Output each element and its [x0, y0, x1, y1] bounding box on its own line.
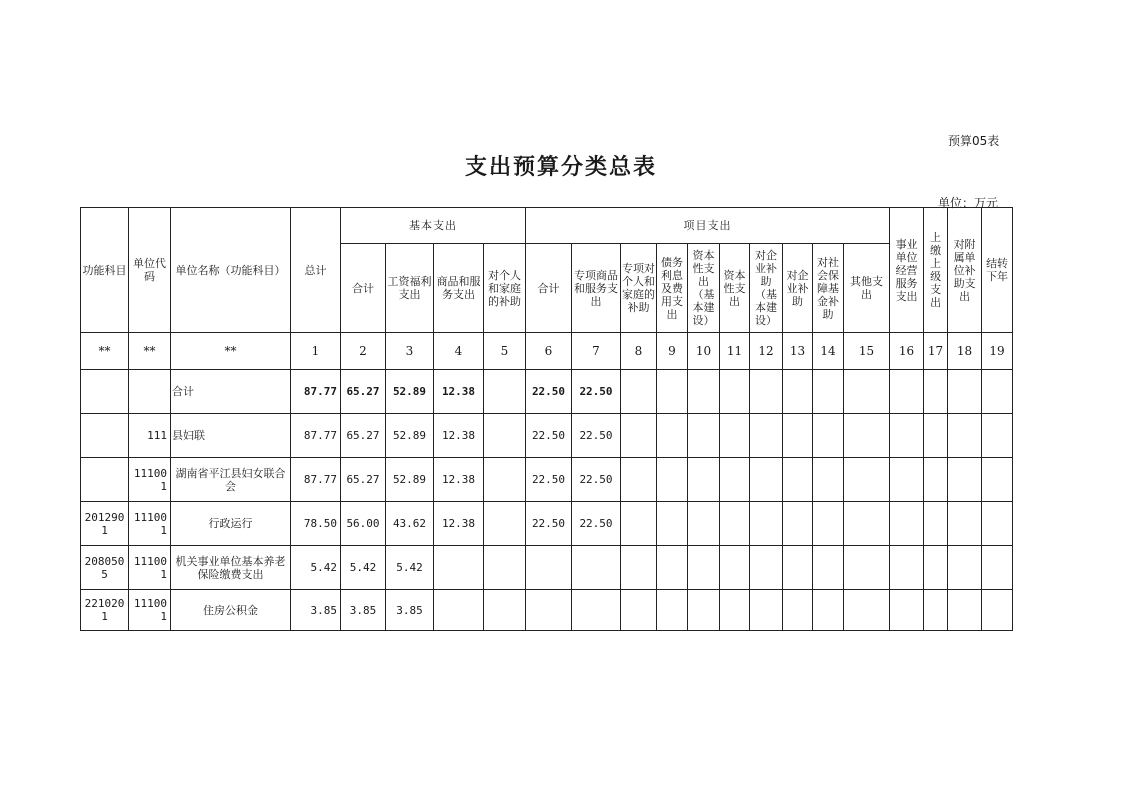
cell-empty — [890, 502, 924, 546]
cell-basic-sum: 3.85 — [341, 590, 386, 631]
cell-project-goods — [572, 546, 621, 590]
header-project-goods: 专项商品和服务支出 — [572, 244, 621, 333]
header-basic-sum: 合计 — [341, 244, 386, 333]
table-row — [81, 502, 1013, 546]
cell-project-sum: 22.50 — [526, 370, 572, 414]
index-cell: 3 — [386, 333, 434, 370]
index-cell: 15 — [844, 333, 890, 370]
cell-empty — [890, 458, 924, 502]
cell-empty — [750, 502, 783, 546]
budget-table — [80, 207, 1013, 631]
cell-empty — [750, 458, 783, 502]
header-project-other: 其他支出 — [844, 244, 890, 333]
index-cell: 2 — [341, 333, 386, 370]
cell-basic-goods: 12.38 — [434, 458, 484, 502]
cell-empty — [813, 590, 844, 631]
header-basic-wage: 工资福利支出 — [386, 244, 434, 333]
index-cell: 10 — [688, 333, 720, 370]
cell-empty — [720, 546, 750, 590]
header-total: 总计 — [291, 208, 341, 333]
header-biz: 事业单位经营服务支出 — [890, 208, 924, 333]
cell-empty — [688, 458, 720, 502]
cell-empty — [657, 458, 688, 502]
cell-empty — [844, 590, 890, 631]
cell-func: 2012901 — [81, 502, 129, 546]
index-cell: ** — [81, 333, 129, 370]
cell-basic-sum: 65.27 — [341, 458, 386, 502]
page-title: 支出预算分类总表 — [464, 154, 657, 180]
cell-name: 湖南省平江县妇女联合会 — [171, 458, 291, 502]
cell-basic-goods — [434, 546, 484, 590]
unit-label: 单位：万元 — [938, 196, 999, 210]
cell-code: 111001 — [129, 502, 171, 546]
header-row-1 — [81, 208, 1013, 244]
cell-empty — [750, 370, 783, 414]
header-func: 功能科目 — [81, 208, 129, 333]
cell-empty — [844, 458, 890, 502]
cell-empty — [948, 502, 982, 546]
cell-empty — [657, 414, 688, 458]
cell-basic-wage: 3.85 — [386, 590, 434, 631]
cell-empty — [750, 590, 783, 631]
index-row — [81, 333, 1013, 370]
header-project-social: 对社会保障基金补助 — [813, 244, 844, 333]
cell-total: 87.77 — [291, 370, 341, 414]
cell-project-goods: 22.50 — [572, 370, 621, 414]
cell-total: 3.85 — [291, 590, 341, 631]
cell-empty — [924, 458, 948, 502]
cell-empty — [657, 546, 688, 590]
header-project-ent: 对企业补助 — [783, 244, 813, 333]
header-upper: 上缴上级支出 — [924, 208, 948, 333]
index-cell: ** — [129, 333, 171, 370]
cell-empty — [813, 414, 844, 458]
cell-empty — [844, 414, 890, 458]
cell-basic-subsidy — [484, 546, 526, 590]
cell-project-goods: 22.50 — [572, 458, 621, 502]
cell-empty — [720, 414, 750, 458]
cell-func: 2210201 — [81, 590, 129, 631]
header-basic-goods: 商品和服务支出 — [434, 244, 484, 333]
cell-empty — [657, 502, 688, 546]
cell-basic-wage: 43.62 — [386, 502, 434, 546]
cell-code: 111001 — [129, 546, 171, 590]
cell-empty — [783, 546, 813, 590]
cell-basic-wage: 52.89 — [386, 414, 434, 458]
cell-name: 机关事业单位基本养老保险缴费支出 — [171, 546, 291, 590]
cell-basic-goods: 12.38 — [434, 414, 484, 458]
cell-name: 住房公积金 — [171, 590, 291, 631]
cell-empty — [890, 370, 924, 414]
cell-basic-subsidy — [484, 502, 526, 546]
cell-empty — [890, 590, 924, 631]
cell-empty — [720, 458, 750, 502]
cell-empty — [813, 546, 844, 590]
header-basic-subsidy: 对个人和家庭的补助 — [484, 244, 526, 333]
cell-name: 合计 — [171, 370, 291, 414]
index-cell: 5 — [484, 333, 526, 370]
cell-empty — [750, 414, 783, 458]
form-number: 预算05表 — [948, 134, 1000, 148]
cell-code: 111 — [129, 414, 171, 458]
cell-empty — [844, 370, 890, 414]
cell-func — [81, 458, 129, 502]
index-cell: 4 — [434, 333, 484, 370]
index-cell: 18 — [948, 333, 982, 370]
index-cell: 9 — [657, 333, 688, 370]
cell-empty — [688, 502, 720, 546]
cell-basic-sum: 56.00 — [341, 502, 386, 546]
cell-empty — [924, 546, 948, 590]
cell-basic-subsidy — [484, 590, 526, 631]
cell-empty — [948, 458, 982, 502]
cell-empty — [982, 458, 1013, 502]
cell-empty — [844, 502, 890, 546]
cell-empty — [688, 546, 720, 590]
cell-empty — [783, 590, 813, 631]
cell-empty — [688, 590, 720, 631]
cell-basic-wage: 52.89 — [386, 458, 434, 502]
cell-empty — [813, 502, 844, 546]
cell-empty — [813, 458, 844, 502]
table-row — [81, 590, 1013, 631]
cell-empty — [783, 502, 813, 546]
cell-empty — [657, 370, 688, 414]
index-cell: 17 — [924, 333, 948, 370]
cell-basic-goods — [434, 590, 484, 631]
cell-basic-wage: 5.42 — [386, 546, 434, 590]
index-cell: 13 — [783, 333, 813, 370]
cell-empty — [844, 546, 890, 590]
cell-project-goods — [572, 590, 621, 631]
header-project-subsidy: 专项对个人和家庭的补助 — [621, 244, 657, 333]
cell-empty — [982, 590, 1013, 631]
cell-project-goods: 22.50 — [572, 414, 621, 458]
cell-empty — [982, 370, 1013, 414]
cell-empty — [982, 502, 1013, 546]
cell-empty — [657, 590, 688, 631]
cell-basic-goods: 12.38 — [434, 370, 484, 414]
cell-code: 111001 — [129, 458, 171, 502]
cell-empty — [982, 546, 1013, 590]
cell-project-sum: 22.50 — [526, 414, 572, 458]
cell-empty — [750, 546, 783, 590]
header-project-capital-build: 资本性支出（基本建设） — [688, 244, 720, 333]
header-affil: 对附属单位补助支出 — [948, 208, 982, 333]
cell-total: 87.77 — [291, 458, 341, 502]
cell-empty — [948, 546, 982, 590]
header-project-sum: 合计 — [526, 244, 572, 333]
cell-empty — [890, 546, 924, 590]
cell-empty — [621, 590, 657, 631]
index-cell: 1 — [291, 333, 341, 370]
table-row — [81, 458, 1013, 502]
cell-project-goods: 22.50 — [572, 502, 621, 546]
cell-empty — [924, 414, 948, 458]
cell-empty — [621, 546, 657, 590]
header-name: 单位名称（功能科目） — [171, 208, 291, 333]
table-row — [81, 546, 1013, 590]
index-cell: 14 — [813, 333, 844, 370]
cell-empty — [948, 590, 982, 631]
cell-empty — [720, 590, 750, 631]
table-row — [81, 370, 1013, 414]
cell-basic-goods: 12.38 — [434, 502, 484, 546]
cell-empty — [688, 414, 720, 458]
cell-empty — [621, 502, 657, 546]
cell-empty — [924, 590, 948, 631]
cell-func: 2080505 — [81, 546, 129, 590]
cell-empty — [948, 414, 982, 458]
header-project-ent-build: 对企业补助（基本建设） — [750, 244, 783, 333]
cell-empty — [621, 458, 657, 502]
cell-func — [81, 370, 129, 414]
index-cell: ** — [171, 333, 291, 370]
cell-empty — [720, 370, 750, 414]
cell-empty — [621, 370, 657, 414]
cell-code: 111001 — [129, 590, 171, 631]
cell-empty — [783, 370, 813, 414]
cell-empty — [924, 370, 948, 414]
cell-empty — [982, 414, 1013, 458]
cell-total: 87.77 — [291, 414, 341, 458]
cell-empty — [924, 502, 948, 546]
header-group-basic: 基本支出 — [341, 208, 526, 244]
header-carry: 结转下年 — [982, 208, 1013, 333]
cell-project-sum: 22.50 — [526, 502, 572, 546]
cell-project-sum — [526, 546, 572, 590]
cell-empty — [688, 370, 720, 414]
cell-name: 县妇联 — [171, 414, 291, 458]
header-project-capital: 资本性支出 — [720, 244, 750, 333]
cell-empty — [621, 414, 657, 458]
cell-func — [81, 414, 129, 458]
cell-total: 5.42 — [291, 546, 341, 590]
cell-basic-sum: 65.27 — [341, 370, 386, 414]
cell-total: 78.50 — [291, 502, 341, 546]
cell-empty — [783, 458, 813, 502]
cell-name: 行政运行 — [171, 502, 291, 546]
cell-project-sum: 22.50 — [526, 458, 572, 502]
index-cell: 12 — [750, 333, 783, 370]
cell-basic-subsidy — [484, 414, 526, 458]
index-cell: 7 — [572, 333, 621, 370]
index-cell: 8 — [621, 333, 657, 370]
cell-basic-sum: 65.27 — [341, 414, 386, 458]
cell-empty — [720, 502, 750, 546]
cell-basic-wage: 52.89 — [386, 370, 434, 414]
header-code: 单位代码 — [129, 208, 171, 333]
index-cell: 16 — [890, 333, 924, 370]
index-cell: 11 — [720, 333, 750, 370]
cell-empty — [813, 370, 844, 414]
cell-basic-sum: 5.42 — [341, 546, 386, 590]
cell-code — [129, 370, 171, 414]
cell-empty — [890, 414, 924, 458]
cell-project-sum — [526, 590, 572, 631]
cell-basic-subsidy — [484, 370, 526, 414]
index-cell: 19 — [982, 333, 1013, 370]
cell-empty — [948, 370, 982, 414]
cell-basic-subsidy — [484, 458, 526, 502]
cell-empty — [783, 414, 813, 458]
index-cell: 6 — [526, 333, 572, 370]
table-row — [81, 414, 1013, 458]
header-group-project: 项目支出 — [526, 208, 890, 244]
header-project-debt: 债务利息及费用支出 — [657, 244, 688, 333]
